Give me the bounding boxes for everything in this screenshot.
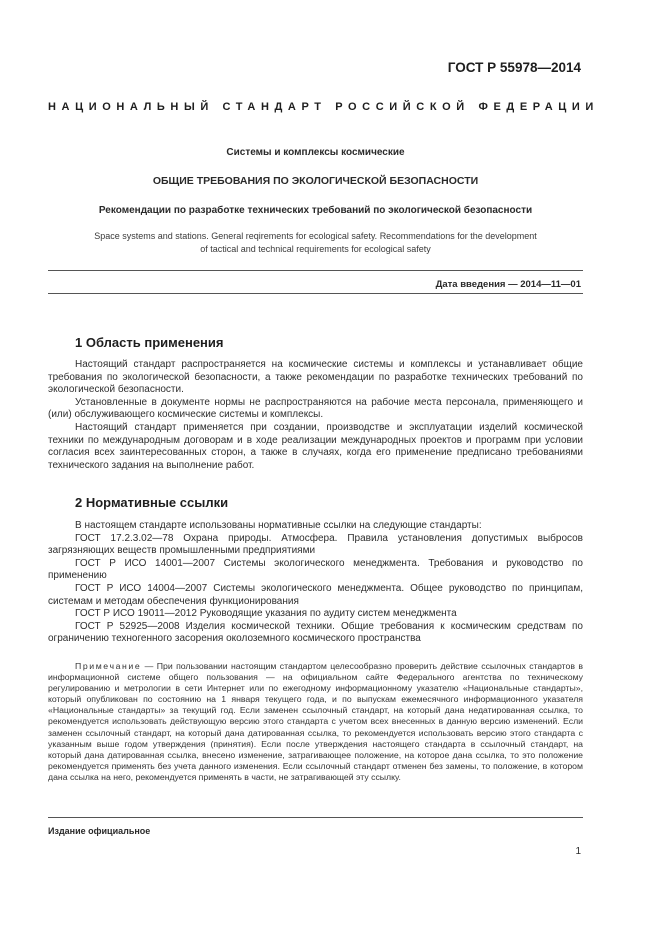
normative-reference: ГОСТ Р ИСО 19011—2012 Руководящие указания по аудиту систем менеджмента	[75, 608, 457, 620]
title-line-2: ОБЩИЕ ТРЕБОВАНИЯ ПО ЭКОЛОГИЧЕСКОЙ БЕЗОПАСНОСТИ	[152, 175, 479, 187]
normative-reference: ГОСТ 17.2.3.02—78 Охрана природы. Атмосфера. Правила установления допустимых выбросов загрязняющих веществ промышленными предприятиями	[48, 532, 583, 557]
note-block	[48, 661, 583, 783]
normative-reference: ГОСТ Р ИСО 14004—2007 Системы экологического менеджмента. Общее руководство по принципам, системам и методам обеспечения функционирования	[48, 582, 583, 607]
edition-label: Издание официальное	[48, 826, 151, 836]
title-english-line-1: Space systems and stations. General reqirements for ecological safety. Recommendations for the development	[94, 231, 537, 241]
title-english	[48, 230, 583, 255]
note-text: — При пользовании настоящим стандартом целесообразно проверить действие ссылочных стандартов в информационной системе общего пользования — на официальном сайте Федерального агентства по техническому регулированию и метрологии в сети Интернет или по ежегодному информационному указателю «Национальные стандарты», который опубликован по состоянию на 1 января текущего года, и по выпускам ежемесячного информационного указателя «Национальные стандарты» за текущий год. Если заменен ссылочный стандарт, на который дана недатированная ссылка, то рекомендуется использовать действующую версию этого стандарта с учетом всех внесенных в данную версию изменений. Если заменен ссылочный стандарт, на который дана датированная ссылка, то рекомендуется использовать версию этого стандарта с указанным выше годом утверждения (принятия). Если после утверждения настоящего стандарта в ссылочный стандарт, на который дана датированная ссылка, внесено изменение, затрагивающее положение, на которое дана ссылка, то это положение рекомендуется применять без учета данного изменения. Если ссылочный стандарт отменен без замены, то положение, в котором дана ссылка на него, рекомендуется применять в части, не затрагивающей эту ссылку.	[48, 661, 583, 782]
title-english-line-2: of tactical and technical requirements for ecological safety	[200, 243, 431, 254]
divider-bottom	[48, 293, 583, 294]
section-1-paragraph: Настоящий стандарт применяется при создании, производстве и эксплуатации изделий космической техники по международным договорам и в ходе реализации международных проектов и программ при условии согласия всех заинтересованных сторон, а также в случаях, когда его применение предписано требованиями технического задания на выполнение работ.	[48, 421, 583, 471]
national-standard-banner: НАЦИОНАЛЬНЫЙ СТАНДАРТ РОССИЙСКОЙ ФЕДЕРАЦИИ	[48, 101, 599, 113]
section-2-heading: 2 Нормативные ссылки	[75, 495, 229, 510]
title-line-1: Системы и комплексы космические	[226, 147, 405, 158]
footer-divider	[48, 817, 583, 818]
note-label: Примечание	[75, 661, 142, 671]
page-number: 1	[575, 846, 581, 857]
section-1-paragraph: Настоящий стандарт распространяется на космические системы и комплексы и устанавливает общие требования по экологической безопасности, а также рекомендации по разработке технических требований по экологической безопасности.	[48, 359, 583, 396]
document-number: ГОСТ Р 55978—2014	[447, 60, 581, 75]
section-2-intro: В настоящем стандарте использованы нормативные ссылки на следующие стандарты:	[75, 520, 482, 531]
normative-reference: ГОСТ Р 52925—2008 Изделия космической техники. Общие требования к космическим средствам по ограничению техногенного засорения околоземного космического пространства	[48, 620, 583, 645]
introduction-date: Дата введения — 2014—11—01	[435, 279, 581, 290]
normative-reference: ГОСТ Р ИСО 14001—2007 Системы экологического менеджмента. Требования и руководство по применению	[48, 557, 583, 582]
section-1-paragraph: Установленные в документе нормы не распространяются на рабочие места персонала, применяющего и (или) обслуживающего космические системы и комплексы.	[48, 396, 583, 421]
section-2-body	[48, 520, 583, 646]
divider-top	[48, 270, 583, 271]
note-paragraph	[48, 661, 583, 783]
section-1-heading: 1 Область применения	[75, 335, 224, 350]
section-1-body	[48, 359, 583, 472]
title-line-3: Рекомендации по разработке технических требований по экологической безопасности	[98, 205, 533, 216]
